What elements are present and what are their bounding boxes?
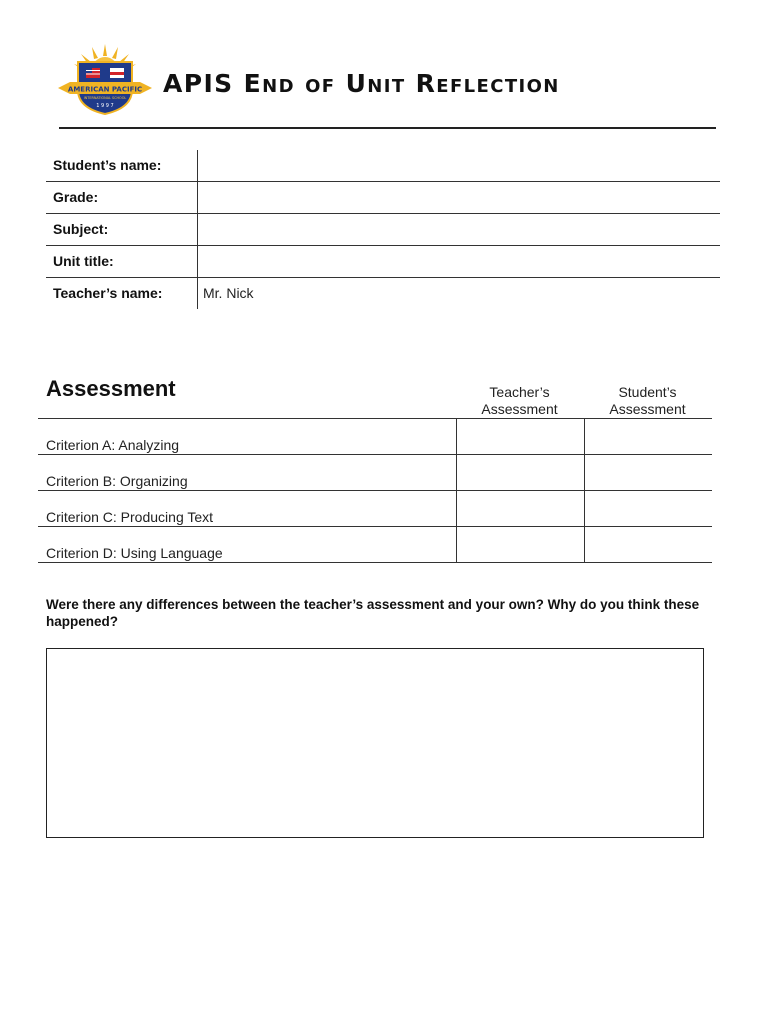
page-title: APIS End of Unit Reflection — [163, 69, 560, 98]
criterion-label: Criterion A: Analyzing — [46, 437, 180, 453]
teacher-assessment-cell[interactable] — [456, 419, 584, 454]
grade-field[interactable] — [198, 182, 720, 213]
reflection-question: Were there any differences between the teacher’s assessment and your own? Why do you think these happened? — [46, 597, 700, 629]
column-header-student-assessment: Student’s Assessment — [609, 384, 686, 417]
info-row-subject — [46, 213, 720, 245]
table-row — [38, 455, 712, 491]
table-row — [38, 419, 712, 455]
logo-banner-text: AMERICAN PACIFIC — [67, 85, 143, 94]
logo-subtext: INTERNATIONAL SCHOOL — [83, 96, 127, 100]
student-assessment-cell[interactable] — [584, 419, 712, 454]
subject-field[interactable] — [198, 214, 720, 245]
student-assessment-cell[interactable] — [584, 491, 712, 526]
criterion-label: Criterion D: Using Language — [46, 545, 223, 561]
info-label: Grade: — [46, 182, 198, 213]
info-label: Unit title: — [46, 246, 198, 277]
table-row — [38, 491, 712, 527]
assessment-heading: Assessment — [46, 376, 176, 401]
teacher-assessment-cell[interactable] — [456, 527, 584, 562]
logo-year: 1 9 9 7 — [96, 103, 114, 109]
header-divider — [59, 127, 716, 129]
unit-title-field[interactable] — [198, 246, 720, 277]
info-row-student-name — [46, 150, 720, 181]
table-row — [38, 527, 712, 563]
info-row-unit-title — [46, 245, 720, 277]
criterion-label: Criterion B: Organizing — [46, 473, 188, 489]
reflection-answer-box[interactable] — [46, 648, 704, 838]
teacher-name-field[interactable]: Mr. Nick — [203, 285, 254, 301]
student-assessment-cell[interactable] — [584, 455, 712, 490]
teacher-assessment-cell[interactable] — [456, 491, 584, 526]
info-row-teacher-name — [46, 277, 720, 309]
school-logo — [56, 42, 154, 116]
student-info-table — [46, 150, 720, 309]
assessment-table — [38, 418, 712, 563]
info-label: Student’s name: — [46, 150, 198, 181]
teacher-assessment-cell[interactable] — [456, 455, 584, 490]
info-label: Subject: — [46, 214, 198, 245]
student-assessment-cell[interactable] — [584, 527, 712, 562]
column-header-teacher-assessment: Teacher’s Assessment — [481, 384, 558, 417]
student-name-field[interactable] — [198, 150, 720, 181]
criterion-label: Criterion C: Producing Text — [46, 509, 214, 525]
info-label: Teacher’s name: — [46, 278, 198, 309]
info-row-grade — [46, 181, 720, 213]
